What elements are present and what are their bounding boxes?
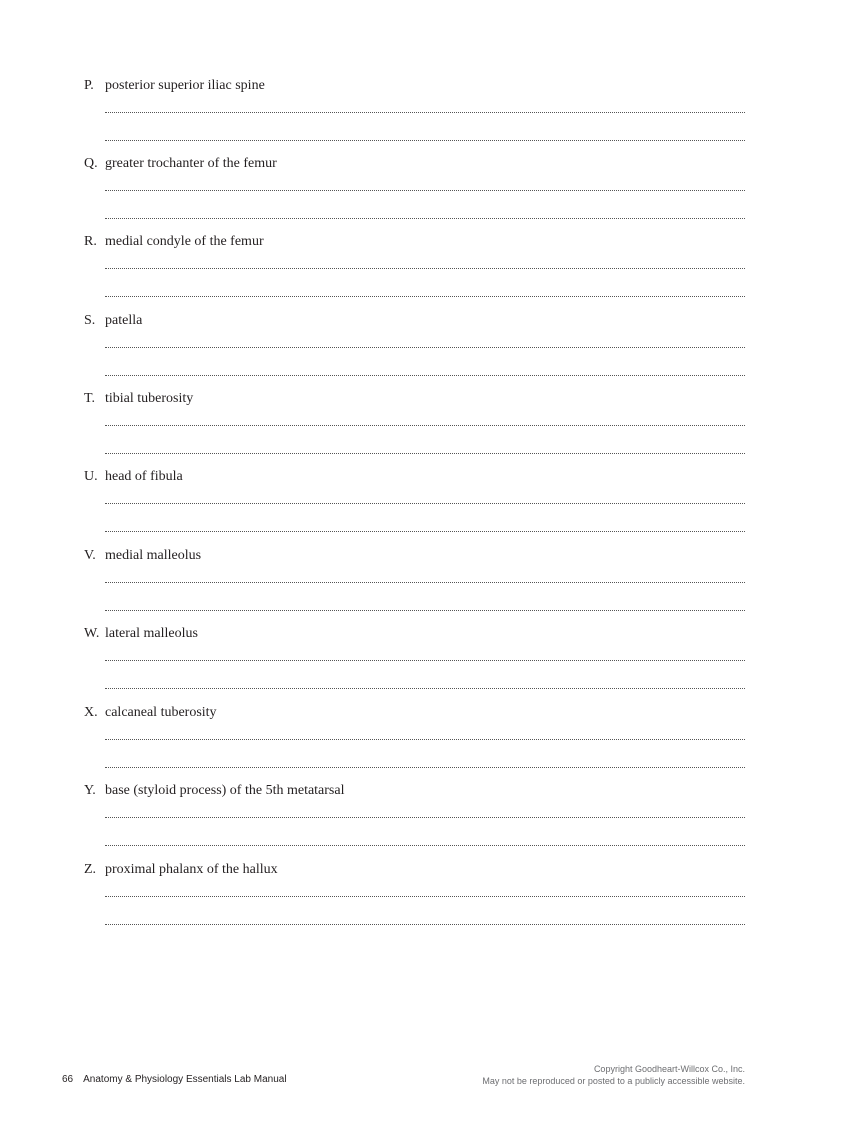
question-heading bbox=[84, 156, 277, 172]
question-letter: U. bbox=[84, 469, 98, 484]
question-heading bbox=[84, 391, 193, 407]
answer-line[interactable] bbox=[105, 425, 745, 426]
answer-line[interactable] bbox=[105, 845, 745, 846]
answer-line[interactable] bbox=[105, 347, 745, 348]
answer-line[interactable] bbox=[105, 112, 745, 113]
question-letter: Z. bbox=[84, 862, 97, 877]
answer-line[interactable] bbox=[105, 660, 745, 661]
answer-line[interactable] bbox=[105, 375, 745, 376]
question-heading bbox=[84, 548, 201, 564]
question-letter: Y. bbox=[84, 783, 96, 798]
answer-line[interactable] bbox=[105, 896, 745, 897]
question-label: base (styloid process) of the 5th metatarsal bbox=[105, 783, 345, 798]
answer-line[interactable] bbox=[105, 582, 745, 583]
question-letter: X. bbox=[84, 705, 98, 720]
question-item bbox=[84, 391, 745, 469]
question-item bbox=[84, 234, 745, 312]
question-item bbox=[84, 705, 745, 783]
question-label: head of fibula bbox=[105, 469, 183, 484]
question-heading bbox=[84, 705, 217, 721]
question-item bbox=[84, 313, 745, 391]
answer-line[interactable] bbox=[105, 610, 745, 611]
question-item bbox=[84, 548, 745, 626]
question-item bbox=[84, 469, 745, 547]
answer-line[interactable] bbox=[105, 739, 745, 740]
question-heading bbox=[84, 78, 265, 94]
answer-line[interactable] bbox=[105, 218, 745, 219]
question-item bbox=[84, 626, 745, 704]
answer-line[interactable] bbox=[105, 190, 745, 191]
answer-line[interactable] bbox=[105, 503, 745, 504]
question-heading bbox=[84, 469, 183, 485]
question-heading bbox=[84, 783, 344, 799]
question-heading bbox=[84, 313, 142, 329]
question-item bbox=[84, 862, 745, 940]
book-title: Anatomy & Physiology Essentials Lab Manual bbox=[83, 1074, 287, 1085]
question-label: medial condyle of the femur bbox=[105, 234, 264, 249]
question-item bbox=[84, 156, 745, 234]
question-letter: R. bbox=[84, 234, 97, 249]
question-heading bbox=[84, 234, 264, 250]
question-letter: Q. bbox=[84, 156, 98, 171]
answer-line[interactable] bbox=[105, 688, 745, 689]
question-label: proximal phalanx of the hallux bbox=[105, 862, 278, 877]
question-label: patella bbox=[105, 313, 143, 328]
question-heading bbox=[84, 626, 198, 642]
question-letter: W. bbox=[84, 626, 100, 641]
question-label: tibial tuberosity bbox=[105, 391, 194, 406]
question-letter: T. bbox=[84, 391, 96, 406]
answer-line[interactable] bbox=[105, 924, 745, 925]
reproduction-notice: May not be reproduced or posted to a publicly accessible website. bbox=[482, 1076, 745, 1086]
answer-line[interactable] bbox=[105, 268, 745, 269]
question-label: lateral malleolus bbox=[105, 626, 198, 641]
answer-line[interactable] bbox=[105, 531, 745, 532]
question-label: posterior superior iliac spine bbox=[105, 78, 265, 93]
question-label: medial malleolus bbox=[105, 548, 202, 563]
question-heading bbox=[84, 862, 278, 878]
copyright-text: Copyright Goodheart-Willcox Co., Inc. bbox=[593, 1064, 745, 1074]
answer-line[interactable] bbox=[105, 767, 745, 768]
question-label: calcaneal tuberosity bbox=[105, 705, 217, 720]
question-letter: P. bbox=[84, 78, 94, 93]
page-number: 66 bbox=[62, 1074, 74, 1085]
question-item bbox=[84, 783, 745, 861]
answer-line[interactable] bbox=[105, 296, 745, 297]
answer-line[interactable] bbox=[105, 817, 745, 818]
question-label: greater trochanter of the femur bbox=[105, 156, 277, 171]
page-footer-right bbox=[482, 1063, 745, 1087]
answer-line[interactable] bbox=[105, 140, 745, 141]
question-letter: S. bbox=[84, 313, 96, 328]
answer-line[interactable] bbox=[105, 453, 745, 454]
question-letter: V. bbox=[84, 548, 96, 563]
question-item bbox=[84, 78, 745, 156]
page-footer-left bbox=[62, 1074, 287, 1086]
